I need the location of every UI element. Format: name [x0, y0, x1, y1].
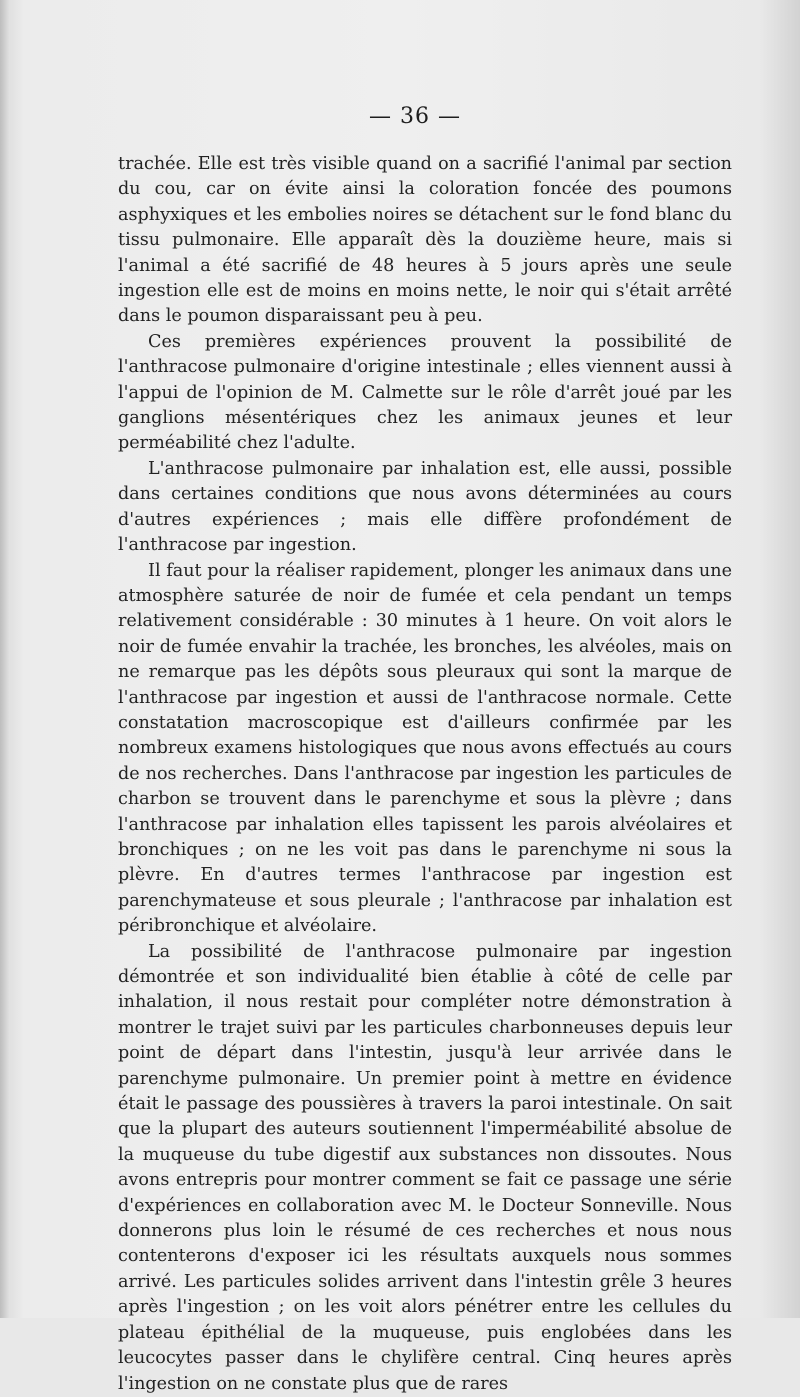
paragraph: L'anthracose pulmonaire par inhalation est, elle aussi, possible dans certaines conditions que nous avons déterminées au cours d'autres expériences ; mais elle diffère profondément de l'anthracose par ingestion. [118, 458, 732, 556]
body-text [118, 152, 732, 1397]
paragraph: Ces premières expériences prouvent la possibilité de l'anthracose pulmonaire d'origine intestinale ; elles viennent aussi à l'appui de l'opinion de M. Calmette sur le rôle d'arrêt joué par les ganglions mésentériques chez les animaux jeunes et leur perméabilité chez l'adulte. [118, 331, 732, 454]
paragraph: La possibilité de l'anthracose pulmonaire par ingestion démontrée et son individualité bien établie à côté de celle par inhalation, il nous restait pour compléter notre démonstration à montrer le trajet suivi par les particules charbonneuses depuis leur point de départ dans l'intestin, jusqu'à leur arrivée dans le parenchyme pulmonaire. Un premier point à mettre en évidence était le passage des poussières à travers la paroi intestinale. On sait que la plupart des auteurs soutiennent l'imperméabilité absolue de la muqueuse du tube digestif aux substances non dissoutes. Nous avons entrepris pour montrer comment se fait ce passage une série d'expériences en collaboration avec M. le Docteur Sonneville. Nous donnerons plus loin le résumé de ces recherches et nous nous contenterons d'exposer ici les résultats auxquels nous sommes arrivé. Les particules solides arrivent dans l'intestin grêle 3 heures après l'ingestion ; on les voit alors pénétrer entre les cellules du plateau épithélial de la muqueuse, puis englobées dans les leucocytes passer dans le chylifère central. Cinq heures après l'ingestion on ne constate plus que de rares [118, 941, 732, 1394]
paragraph: Il faut pour la réaliser rapidement, plonger les animaux dans une atmosphère saturée de noir de fumée et cela pendant un temps relativement considérable : 30 minutes à 1 heure. On voit alors le noir de fumée envahir la trachée, les bronches, les alvéoles, mais on ne remarque pas les dépôts sous pleuraux qui sont la marque de l'anthracose par ingestion et aussi de l'anthracose normale. Cette constatation macroscopique est d'ailleurs confirmée par les nombreux examens histologiques que nous avons effectués au cours de nos recherches. Dans l'anthracose par ingestion les particules de charbon se trouvent dans le parenchyme et sous la plèvre ; dans l'anthracose par inhalation elles tapissent les parois alvéolaires et bronchiques ; on ne les voit pas dans le parenchyme ni sous la plèvre. En d'autres termes l'anthracose par ingestion est parenchymateuse et sous pleurale ; l'anthracose par inhalation est péribronchique et alvéolaire. [118, 560, 732, 937]
page-number: — 36 — [369, 104, 461, 129]
page-edge-shadow [0, 0, 10, 1318]
paragraph: trachée. Elle est très visible quand on a sacrifié l'animal par section du cou, car on évite ainsi la coloration foncée des poumons asphyxiques et les embolies noires se détachent sur le fond blanc du tissu pulmonaire. Elle apparaît dès la douzième heure, mais si l'animal a été sacrifié de 48 heures à 5 jours après une seule ingestion elle est de moins en moins nette, le noir qui s'était arrêté dans le poumon disparaissant peu à peu. [118, 154, 732, 327]
